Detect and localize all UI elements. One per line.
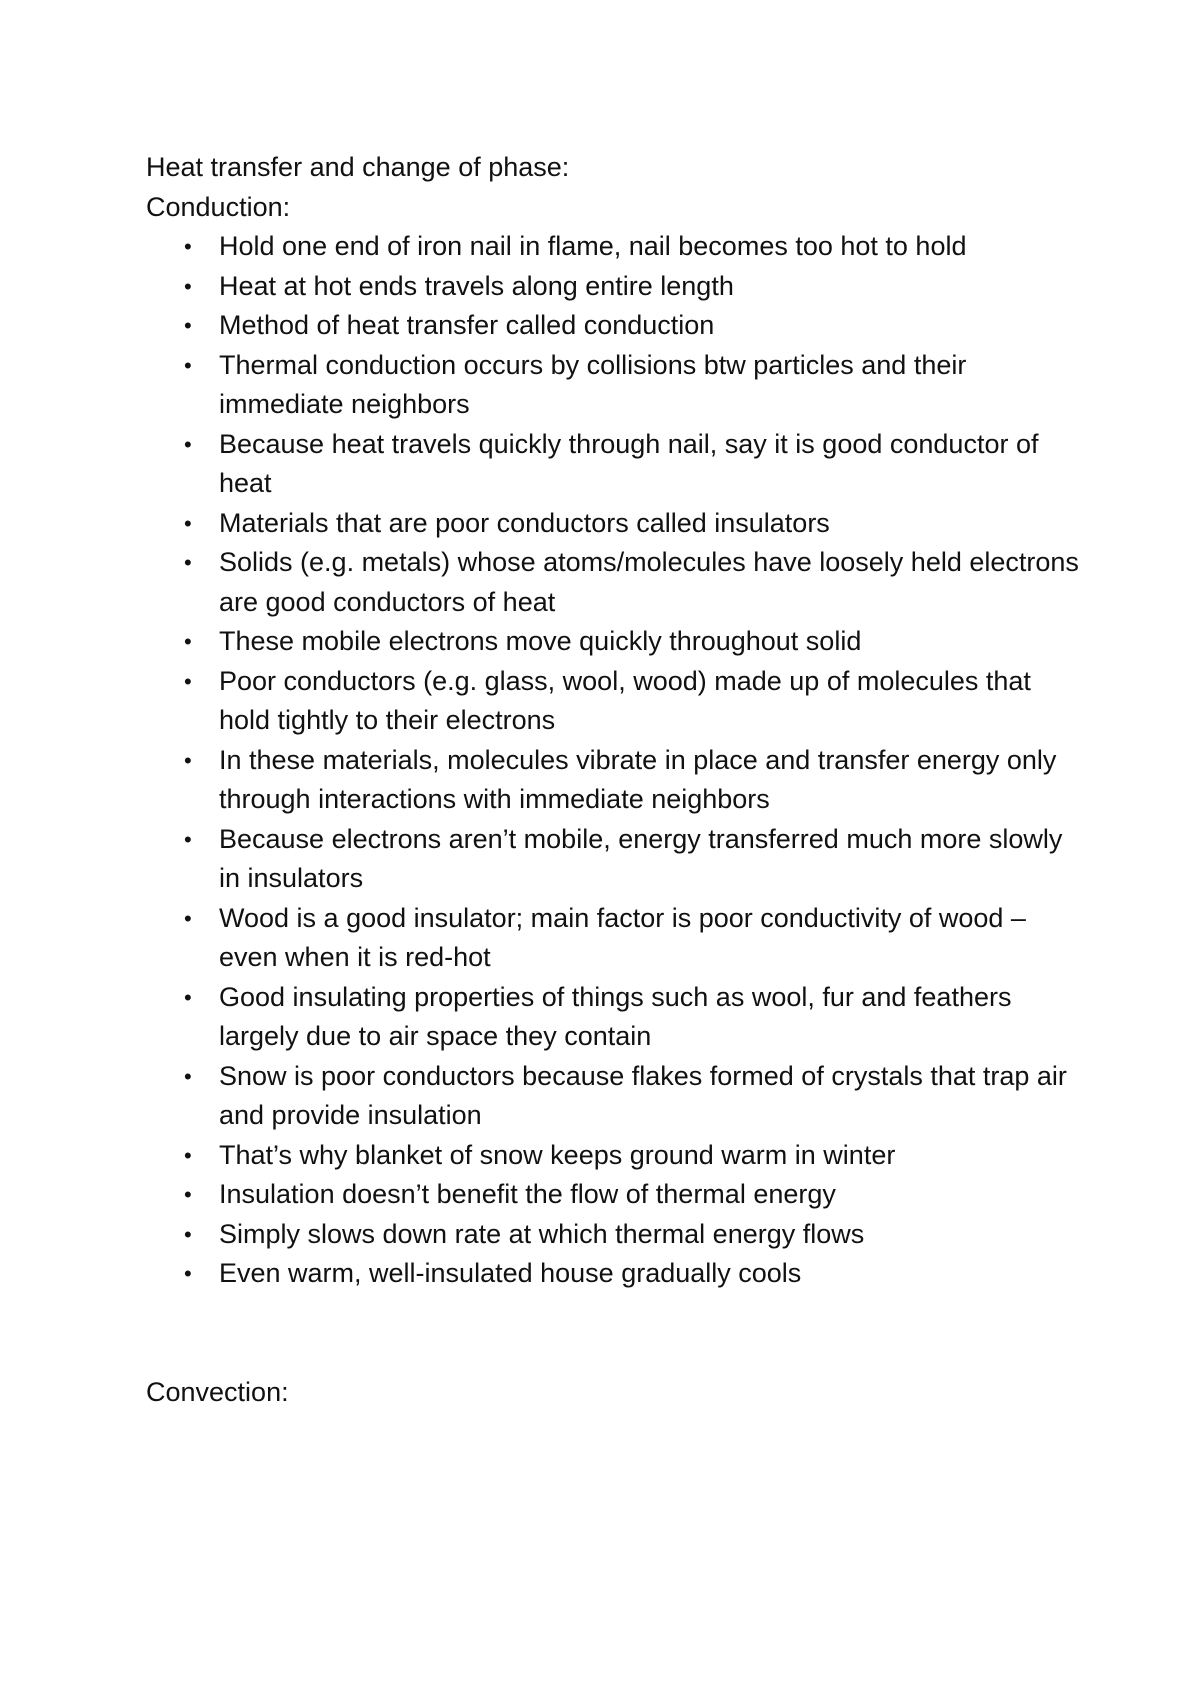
bullet-icon: • xyxy=(184,1063,192,1089)
bullet-item xyxy=(146,1254,1086,1294)
bullet-text: Because electrons aren’t mobile, energy transferred much more slowly in insulators xyxy=(219,823,1063,893)
bullet-item xyxy=(146,899,1086,978)
bullet-text: Materials that are poor conductors called insulators xyxy=(219,507,830,538)
bullet-text: Insulation doesn’t benefit the flow of thermal energy xyxy=(219,1179,836,1209)
document-content xyxy=(146,148,1086,1412)
bullet-item xyxy=(146,741,1086,820)
bullet-item xyxy=(146,978,1086,1057)
bullet-icon: • xyxy=(184,1182,192,1207)
bullet-item xyxy=(146,227,1086,267)
bullet-group-1 xyxy=(146,227,1086,543)
section-heading-convection: Convection: xyxy=(146,1376,289,1407)
bullet-icon: • xyxy=(184,826,192,852)
bullet-text: Thermal conduction occurs by collisions btw particles and their immediate neighbors xyxy=(219,349,967,419)
bullet-icon: • xyxy=(184,550,192,575)
bullet-icon: • xyxy=(184,510,192,536)
bullet-icon: • xyxy=(184,629,192,654)
bullet-item xyxy=(146,1215,1086,1255)
bullet-icon: • xyxy=(184,984,192,1010)
bullet-icon: • xyxy=(184,234,192,259)
document-title: Heat transfer and change of phase: xyxy=(146,152,570,182)
bullet-item xyxy=(146,1136,1086,1176)
bullet-icon: • xyxy=(184,431,192,457)
bullet-icon: • xyxy=(184,273,192,299)
bullet-text: Poor conductors (e.g. glass, wool, wood) made up of molecules that hold tightly to their electrons xyxy=(219,665,1031,735)
bullet-icon: • xyxy=(184,747,192,773)
bullet-text: Wood is a good insulator; main factor is poor conductivity of wood – even when it is red-hot xyxy=(219,902,1026,972)
bullet-text: Solids (e.g. metals) whose atoms/molecules have loosely held electrons are good conductors of heat xyxy=(219,547,1079,617)
bullet-text: Because heat travels quickly through nail, say it is good conductor of heat xyxy=(219,428,1039,498)
bullet-item xyxy=(146,504,1086,544)
bullet-item xyxy=(146,662,1086,741)
bullet-icon: • xyxy=(184,905,192,931)
bullet-icon: • xyxy=(184,1261,192,1286)
section-heading-conduction: Conduction: xyxy=(146,191,291,222)
bullet-text: Method of heat transfer called conduction xyxy=(219,310,715,340)
bullet-text: Good insulating properties of things such as wool, fur and feathers largely due to air space they contain xyxy=(219,981,1012,1051)
bullet-item xyxy=(146,425,1086,504)
bullet-group-4 xyxy=(146,1175,1086,1294)
bullet-icon: • xyxy=(184,1221,192,1247)
bullet-item xyxy=(146,346,1086,425)
bullet-text: That’s why blanket of snow keeps ground warm in winter xyxy=(219,1139,896,1170)
bullet-text: Snow is poor conductors because flakes formed of crystals that trap air and provide insulation xyxy=(219,1060,1067,1130)
bullet-text: Even warm, well-insulated house gradually cools xyxy=(219,1258,802,1288)
bullet-item xyxy=(146,1175,1086,1215)
bullet-text: Heat at hot ends travels along entire length xyxy=(219,270,734,301)
bullet-item xyxy=(146,267,1086,307)
bullet-item xyxy=(146,622,1086,662)
bullet-text: Simply slows down rate at which thermal energy flows xyxy=(219,1218,865,1249)
bullet-icon: • xyxy=(184,668,192,694)
bullet-icon: • xyxy=(184,1142,192,1168)
bullet-icon: • xyxy=(184,352,192,378)
bullet-group-3 xyxy=(146,899,1086,1176)
bullet-group-2 xyxy=(146,543,1086,899)
bullet-text: These mobile electrons move quickly throughout solid xyxy=(219,626,862,656)
bullet-text: Hold one end of iron nail in flame, nail becomes too hot to hold xyxy=(219,231,967,261)
bullet-text: In these materials, molecules vibrate in place and transfer energy only through interactions with immediate neighbors xyxy=(219,744,1057,814)
bullet-item xyxy=(146,306,1086,346)
bullet-icon: • xyxy=(184,313,192,338)
bullet-item xyxy=(146,820,1086,899)
bullet-item xyxy=(146,543,1086,622)
bullet-item xyxy=(146,1057,1086,1136)
